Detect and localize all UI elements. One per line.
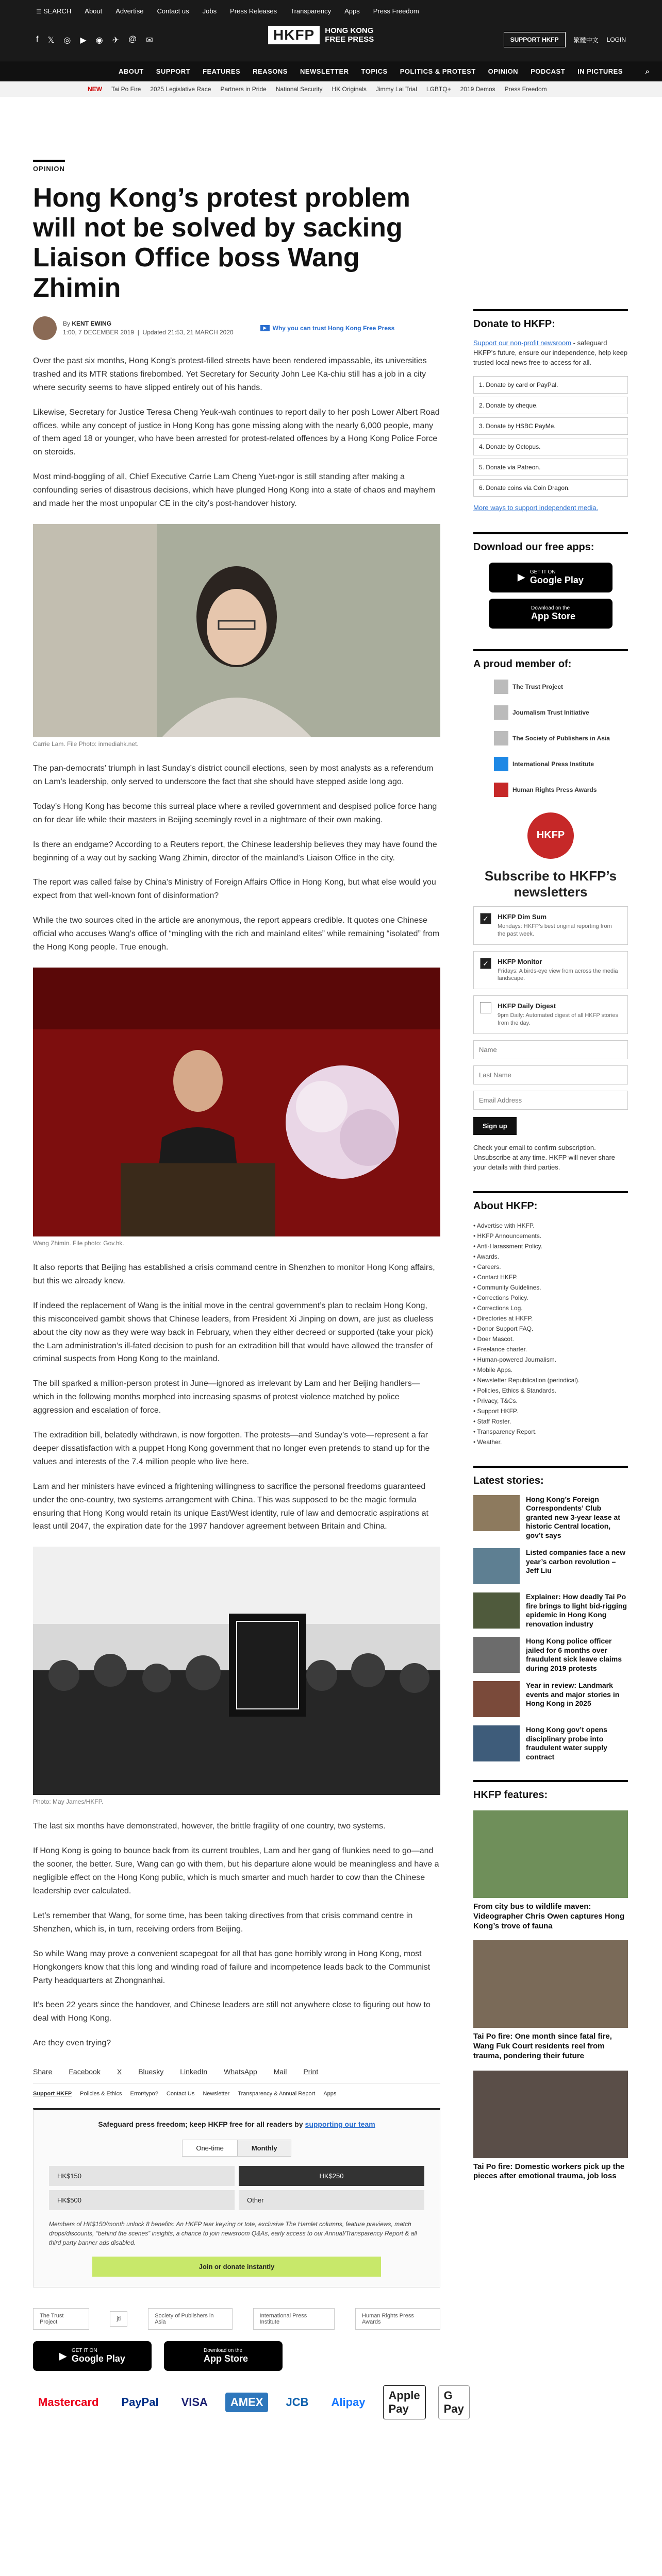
- nav-newsletter[interactable]: NEWSLETTER: [300, 67, 349, 75]
- paragraph: While the two sources cited in the article are anonymous, the report appears credible. It quotes one Chinese official who accuses Wang’s office of “mingling with the rich and mainland elites” while remaining “isolated” from the Hong Kong people. True enough.: [33, 916, 440, 952]
- feature-story[interactable]: From city bus to wildlife maven: Videographer Chris Owen captures Hong Kong’s trove of fauna: [473, 1810, 628, 1931]
- freq-monthly[interactable]: Monthly: [238, 2140, 291, 2157]
- paragraph: If Hong Kong is going to bounce back from its current troubles, Lam and her gang of flunkies need to go—and the sooner, the better. Sure, Wang can go with them, but his departure alone would be meaningless and have a negligible effect on the Hong Kong public, which is much smarter and much harder to cow than the Chinese leadership ever calculated.: [33, 1846, 439, 1895]
- member-logo[interactable]: The Society of Publishers in Asia: [494, 731, 628, 745]
- trending-item[interactable]: 2019 Demos: [460, 86, 495, 93]
- story-thumb: [473, 1725, 520, 1761]
- nav-about[interactable]: ABOUT: [119, 67, 144, 75]
- footer-links-row: [33, 2091, 440, 2097]
- about-item[interactable]: • Human-powered Journalism.: [473, 1354, 628, 1365]
- frequency-toggle: [49, 2140, 424, 2157]
- publish-date: 1:00, 7 DECEMBER 2019: [63, 329, 135, 336]
- trending-item[interactable]: Partners in Pride: [220, 86, 267, 93]
- about-heading: About HKFP:: [473, 1191, 628, 1212]
- more-ways-link[interactable]: More ways to support independent media.: [473, 503, 599, 512]
- share-row: [33, 2067, 440, 2083]
- login-link[interactable]: LOGIN: [606, 36, 626, 43]
- article-body-4: [33, 1820, 440, 2050]
- error-link[interactable]: Error/typo?: [130, 2091, 158, 2097]
- newsletter-option[interactable]: ✓ HKFP Monitor Fridays: A birds-eye view from across the media landscape.: [473, 951, 628, 990]
- google-play-icon: ▶: [518, 572, 525, 583]
- mastercard-logo: Mastercard: [38, 2396, 99, 2409]
- language-switch[interactable]: 繁體中文: [573, 36, 599, 44]
- payment-methods: [33, 2385, 464, 2419]
- amount-grid: [49, 2166, 424, 2210]
- article-body-3: [33, 1261, 440, 1533]
- search-icon[interactable]: ⌕: [645, 67, 650, 75]
- about-item[interactable]: • Policies, Ethics & Standards.: [473, 1385, 628, 1396]
- google-pay-logo: G Pay: [438, 2385, 470, 2419]
- member-heading: A proud member of:: [473, 649, 628, 670]
- donate-option[interactable]: 1. Donate by card or PayPal.: [473, 376, 628, 394]
- google-play-badge[interactable]: ▶ GET IT ON Google Play: [489, 563, 613, 592]
- nav-features[interactable]: FEATURES: [203, 67, 241, 75]
- top-link-about[interactable]: About: [85, 7, 103, 15]
- newsletter-option[interactable]: ✓ HKFP Dim Sum Mondays: HKFP’s best original reporting from the past week.: [473, 906, 628, 945]
- email-input[interactable]: [473, 1091, 628, 1110]
- main-nav: [0, 61, 662, 81]
- paragraph: Likewise, Secretary for Justice Teresa Cheng Yeuk-wah continues to report daily to her posh Lower Albert Road offices, while any concept of justice in Hong Kong has gone missing along with the nearly 6,000 people, many of them aged 18 or younger, who have been arrested for protest-related offences by a Hong Kong Police Force on steroids.: [33, 408, 440, 457]
- share-linkedin[interactable]: LinkedIn: [180, 2067, 208, 2076]
- latest-heading: Latest stories:: [473, 1466, 628, 1487]
- play-icon: ▶: [260, 325, 270, 331]
- about-item[interactable]: • Weather.: [473, 1437, 628, 1447]
- mail-icon[interactable]: ✉: [146, 36, 153, 45]
- site-logo[interactable]: [268, 26, 374, 44]
- logo-mark: HKFP: [268, 26, 320, 44]
- nav-support[interactable]: SUPPORT: [156, 67, 191, 75]
- paragraph: Over the past six months, Hong Kong’s protest-filled streets have been rendered impassable, its universities trashed and its MTR stations firebombed. Yet Secretary for Security John Lee Ka-chiu still has a job in a city where security seems to have slipped entirely out of his hands.: [33, 356, 427, 392]
- trust-link[interactable]: ▶ Why you can trust Hong Kong Free Press: [260, 325, 395, 332]
- logo-text: HONG KONG FREE PRESS: [325, 26, 374, 44]
- nav-podcast[interactable]: PODCAST: [531, 67, 566, 75]
- rss-icon[interactable]: ◉: [95, 36, 103, 45]
- amount-option-selected[interactable]: HK$250: [239, 2166, 424, 2186]
- latest-story[interactable]: Hong Kong police officer jailed for 6 months over fraudulent sick leave claims during 2019 protests: [473, 1637, 628, 1673]
- about-item[interactable]: • Support HKFP.: [473, 1406, 628, 1416]
- trending-item[interactable]: Press Freedom: [504, 86, 547, 93]
- donate-option[interactable]: 2. Donate by cheque.: [473, 397, 628, 414]
- jti-icon: [494, 705, 508, 720]
- trending-item[interactable]: Tai Po Fire: [111, 86, 141, 93]
- feature-story[interactable]: Tai Po fire: One month since fatal fire, Wang Fuk Court residents reel from trauma, pondering their future: [473, 1940, 628, 2061]
- support-hkfp-link[interactable]: Support HKFP: [33, 2091, 72, 2097]
- member-logo[interactable]: The Trust Project: [494, 680, 628, 694]
- top-link-apps[interactable]: Apps: [344, 7, 360, 15]
- sopa-logo[interactable]: Society of Publishers in Asia: [148, 2308, 232, 2330]
- share-print[interactable]: Print: [303, 2067, 319, 2076]
- contact-link[interactable]: Contact Us: [166, 2091, 195, 2097]
- about-item[interactable]: • Corrections Policy.: [473, 1293, 628, 1303]
- top-link-jobs[interactable]: Jobs: [202, 7, 217, 15]
- latest-story[interactable]: Explainer: How deadly Tai Po fire brings to light bid-rigging epidemic in Hong Kong renovation industry: [473, 1592, 628, 1629]
- sidebar: [473, 309, 628, 2181]
- about-item[interactable]: • Contact HKFP.: [473, 1272, 628, 1282]
- newsletter-option[interactable]: HKFP Daily Digest 9pm Daily: Automated digest of all HKFP stories from the day.: [473, 995, 628, 1034]
- last-name-input[interactable]: [473, 1065, 628, 1084]
- paragraph: Let’s remember that Wang, for some time, has been taking directives from that crisis command centre in Shenzhen, which is, in turn, receiving orders from Beijing.: [33, 1911, 413, 1934]
- byline-text: By KENT EWING 1:00, 7 DECEMBER 2019 | Updated 21:53, 21 MARCH 2020: [63, 320, 234, 336]
- latest-story[interactable]: Hong Kong gov’t opens disciplinary probe into fraudulent water supply contract: [473, 1725, 628, 1761]
- headline: Hong Kong’s protest problem will not be solved by sacking Liaison Office boss Wang Zhimin: [33, 183, 410, 303]
- new-tag: NEW: [88, 86, 102, 93]
- about-item[interactable]: • Corrections Log.: [473, 1303, 628, 1313]
- trending-bar: [0, 81, 662, 97]
- trust-project-logo[interactable]: The Trust Project: [33, 2308, 89, 2330]
- ipi-logo[interactable]: International Press Institute: [253, 2308, 335, 2330]
- photo-wang-zhimin: [33, 968, 440, 1236]
- feature-image: [473, 2071, 628, 2158]
- join-donate-button[interactable]: Join or donate instantly: [92, 2257, 381, 2277]
- signup-button[interactable]: Sign up: [473, 1117, 517, 1135]
- about-item[interactable]: • Advertise with HKFP.: [473, 1221, 628, 1231]
- donate-option[interactable]: 5. Donate via Patreon.: [473, 459, 628, 476]
- app-store-badge[interactable]: Download on the App Store: [164, 2341, 283, 2371]
- about-list: [473, 1221, 628, 1447]
- amex-logo: AMEX: [225, 2393, 269, 2412]
- hrpa-icon: [494, 783, 508, 797]
- updated-date: Updated 21:53, 21 MARCH 2020: [142, 329, 234, 336]
- member-logo[interactable]: Human Rights Press Awards: [494, 783, 628, 797]
- trust-project-icon: [494, 680, 508, 694]
- paragraph: It also reports that Beijing has established a crisis command centre in Shenzhen to monitor Hong Kong affairs, but this we already knew.: [33, 1263, 435, 1285]
- paragraph: Are they even trying?: [33, 2039, 111, 2048]
- amount-option-other[interactable]: Other: [239, 2190, 424, 2210]
- nav-in-pictures[interactable]: IN PICTURES: [577, 67, 623, 75]
- member-logos: [473, 680, 628, 797]
- trending-item[interactable]: 2025 Legislative Race: [150, 86, 211, 93]
- photo-carrie-lam-art: [33, 524, 440, 737]
- share-label[interactable]: Share: [33, 2067, 53, 2076]
- apps-link[interactable]: Apps: [323, 2091, 337, 2097]
- about-item[interactable]: • Newsletter Republication (periodical).: [473, 1375, 628, 1385]
- about-item[interactable]: • Staff Roster.: [473, 1416, 628, 1427]
- about-item[interactable]: • Community Guidelines.: [473, 1282, 628, 1293]
- trending-item[interactable]: Jimmy Lai Trial: [375, 86, 417, 93]
- about-item[interactable]: • Anti-Harassment Policy.: [473, 1241, 628, 1251]
- share-facebook[interactable]: Facebook: [69, 2067, 101, 2076]
- feature-image: [473, 1940, 628, 2028]
- nav-topics[interactable]: TOPICS: [361, 67, 388, 75]
- nav-politics[interactable]: POLITICS & PROTEST: [400, 67, 476, 75]
- byline: [33, 316, 440, 340]
- about-item[interactable]: • HKFP Announcements.: [473, 1231, 628, 1241]
- x-icon[interactable]: 𝕏: [47, 36, 55, 45]
- transparency-link[interactable]: Transparency & Annual Report: [238, 2091, 316, 2097]
- donate-heading: Donate to HKFP:: [473, 309, 628, 330]
- top-link-press-releases[interactable]: Press Releases: [230, 7, 277, 15]
- share-x[interactable]: X: [117, 2067, 122, 2076]
- paragraph: Today’s Hong Kong has become this surreal place where a reviled government and despised police force hang on for dear life while their masters in Beijing seemingly revel in a nightmare of their own making.: [33, 802, 437, 824]
- name-input[interactable]: [473, 1040, 628, 1059]
- latest-story[interactable]: Hong Kong’s Foreign Correspondents’ Club granted new 3-year lease at historic Central location, gov’t says: [473, 1495, 628, 1540]
- author-avatar: [33, 316, 57, 340]
- share-bluesky[interactable]: Bluesky: [138, 2067, 164, 2076]
- article-body-1: [33, 354, 440, 511]
- donate-option[interactable]: 6. Donate coins via Coin Dragon.: [473, 479, 628, 497]
- support-team-link[interactable]: supporting our team: [305, 2120, 375, 2129]
- google-play-icon: ▶: [59, 2350, 67, 2361]
- share-whatsapp[interactable]: WhatsApp: [224, 2067, 257, 2076]
- checkbox-checked[interactable]: ✓: [480, 958, 491, 969]
- share-mail[interactable]: Mail: [273, 2067, 287, 2076]
- subscribe-heading: Subscribe to HKFP’s newsletters: [484, 868, 617, 900]
- telegram-icon[interactable]: ✈: [112, 36, 119, 45]
- about-item[interactable]: • Privacy, T&Cs.: [473, 1396, 628, 1406]
- trending-item[interactable]: HK Originals: [332, 86, 367, 93]
- paragraph: The bill sparked a million-person protest in June—ignored as irrelevant by Lam and her Beijing handlers—which in the following months morphed into increasing spasms of protest violence matched by police aggression and escalation of force.: [33, 1379, 420, 1415]
- top-right-actions: [504, 32, 626, 47]
- apps-heading: Download our free apps:: [473, 532, 628, 553]
- about-item[interactable]: • Freelance charter.: [473, 1344, 628, 1354]
- donate-box: [33, 2108, 440, 2287]
- threads-icon[interactable]: @: [128, 35, 137, 44]
- about-item[interactable]: • Mobile Apps.: [473, 1365, 628, 1375]
- partner-logos: [33, 2308, 440, 2330]
- top-link-transparency[interactable]: Transparency: [290, 7, 332, 15]
- story-thumb: [473, 1592, 520, 1629]
- story-thumb: [473, 1548, 520, 1584]
- paypal-logo: PayPal: [121, 2396, 159, 2409]
- photo-carrie-lam: [33, 524, 440, 737]
- support-newsroom-link[interactable]: Support our non-profit newsroom: [473, 339, 572, 347]
- hrpa-logo[interactable]: Human Rights Press Awards: [355, 2308, 440, 2330]
- donate-options: [473, 376, 628, 497]
- latest-story[interactable]: Year in review: Landmark events and major stories in Hong Kong in 2025: [473, 1681, 628, 1717]
- social-icons: [36, 35, 153, 45]
- jcb-logo: JCB: [286, 2396, 309, 2409]
- policies-link[interactable]: Policies & Ethics: [80, 2091, 122, 2097]
- member-benefits-note: Members of HK$150/month unlock 8 benefits: An HKFP tear keyring or tote, exclusive The Hamlet columns, feature previews, match drops/discounts, “behind the scenes” insights, a chance to join newsroom Q&As, early access to our Annual/Transparency Report & all third party banner ads disabled.: [49, 2221, 417, 2247]
- top-links: [36, 7, 419, 15]
- about-item[interactable]: • Donor Support FAQ.: [473, 1324, 628, 1334]
- hkfp-badge: HKFP: [527, 812, 574, 859]
- trending-item[interactable]: National Security: [275, 86, 323, 93]
- sidebar-app-badges: [473, 563, 628, 629]
- about-item[interactable]: • Doer Mascot.: [473, 1334, 628, 1344]
- paragraph: The report was called false by China’s Ministry of Foreign Affairs Office in Hong Kong, but what else would you expect from that well-known font of disinformation?: [33, 878, 436, 901]
- feature-image: [473, 1810, 628, 1898]
- trending-item[interactable]: LGBTQ+: [426, 86, 451, 93]
- about-item[interactable]: • Directories at HKFP.: [473, 1313, 628, 1324]
- youtube-icon[interactable]: ▶: [80, 36, 87, 45]
- top-link-advertise[interactable]: Advertise: [115, 7, 144, 15]
- article-body-2: [33, 762, 440, 954]
- visa-logo: VISA: [181, 2396, 208, 2409]
- nav-reasons[interactable]: REASONS: [253, 67, 288, 75]
- member-logo[interactable]: Journalism Trust Initiative: [494, 705, 628, 720]
- donate-intro: Support our non-profit newsroom - safeguard HKFP’s future, ensure our independence, help keep trusted local news free-to-access for all.: [473, 339, 627, 366]
- amount-option[interactable]: HK$500: [49, 2190, 235, 2210]
- photo-caption: Carrie Lam. File Photo: inmediahk.net.: [33, 740, 139, 748]
- latest-story[interactable]: Listed companies face a new year’s carbon revolution – Jeff Liu: [473, 1548, 628, 1584]
- ipi-icon: [494, 757, 508, 771]
- top-link-press-freedom[interactable]: Press Freedom: [373, 7, 419, 15]
- top-link-contact[interactable]: Contact us: [157, 7, 189, 15]
- feature-story[interactable]: Tai Po fire: Domestic workers pick up the pieces after emotional trauma, job loss: [473, 2071, 628, 2182]
- story-thumb: [473, 1681, 520, 1717]
- paragraph: Is there an endgame? According to a Reuters report, the Chinese leadership believes they may have found the beginning of a way out by sacking Wang Zhimin, director of the mainland’s Liaison Office in the city.: [33, 840, 437, 862]
- nav-opinion[interactable]: OPINION: [488, 67, 519, 75]
- member-logo[interactable]: International Press Institute: [494, 757, 628, 771]
- paragraph: The extradition bill, belatedly withdrawn, is now forgotten. The protests—and Sunday’s vote—represent a far deeper dissatisfaction with a puppet Hong Kong government that no longer even pretends to stand up for the values and interests of the 7.4 million people who live here.: [33, 1431, 430, 1466]
- apple-pay-logo: Apple Pay: [383, 2385, 426, 2419]
- search-icon: ☰: [36, 8, 44, 15]
- paragraph: The last six months have demonstrated, however, the brittle fragility of one country, two systems.: [33, 1822, 386, 1831]
- photo-protest: [33, 1547, 440, 1795]
- search-button[interactable]: ☰ SEARCH: [36, 7, 72, 15]
- app-badges: [33, 2341, 440, 2371]
- newsletter-link[interactable]: Newsletter: [203, 2091, 230, 2097]
- facebook-icon[interactable]: f: [36, 35, 39, 44]
- paragraph: It’s been 22 years since the handover, and Chinese leaders are still not anywhere close to figuring out how to deal with Hong Kong.: [33, 2001, 431, 2023]
- paragraph: The pan-democrats’ triumph in last Sunday’s district council elections, seen by most analysts as a referendum on Lam’s leadership, only served to underscore the fact that she should have stepped aside long ago.: [33, 764, 434, 786]
- sopa-icon: [494, 731, 508, 745]
- about-item[interactable]: • Transparency Report.: [473, 1427, 628, 1437]
- paragraph: Most mind-boggling of all, Chief Executive Carrie Lam Cheng Yuet-ngor is still standing after making a confounding series of disastrous decisions, which have plunged Hong Kong into a state of chaos and mayhem and made her the most unpopular CE in the city’s post-handover history.: [33, 472, 436, 509]
- section-label[interactable]: OPINION: [33, 160, 65, 173]
- features-heading: HKFP features:: [473, 1780, 628, 1801]
- paragraph: Lam and her ministers have evinced a frightening willingness to sacrifice the personal freedoms guaranteed under the one-country, two systems arrangement with China. This was supposed to be the magic formula ensuring that Hong Kong would retain its unique East/West identity, rule of law and democratic aspirations at least until 2047, the expiration date for the 1997 handover agreement between Britain and China.: [33, 1482, 428, 1531]
- support-hkfp-button[interactable]: SUPPORT HKFP: [504, 32, 566, 47]
- story-thumb: [473, 1637, 520, 1673]
- alipay-logo: Alipay: [331, 2396, 366, 2409]
- about-item[interactable]: • Awards.: [473, 1251, 628, 1262]
- donate-option[interactable]: 4. Donate by Octopus.: [473, 438, 628, 455]
- about-item[interactable]: • Careers.: [473, 1262, 628, 1272]
- photo-caption: Photo: May James/HKFP.: [33, 1798, 104, 1806]
- article: [33, 160, 464, 2419]
- signup-note: Check your email to confirm subscription. Unsubscribe at any time. HKFP will never share your details with third parties.: [473, 1143, 616, 1171]
- photo-wang-zhimin-art: [33, 968, 440, 1236]
- app-store-badge[interactable]: Download on the App Store: [489, 599, 613, 629]
- amount-option[interactable]: HK$150: [49, 2166, 235, 2186]
- story-thumb: [473, 1495, 520, 1531]
- donate-box-title: Safeguard press freedom; keep HKFP free for all readers by supporting our team: [98, 2120, 375, 2129]
- instagram-icon[interactable]: ◎: [63, 36, 71, 45]
- paragraph: So while Wang may prove a convenient scapegoat for all that has gone horribly wrong in Hong Kong, most Hongkongers know that this long and winding road of failure and incompetence leads back to the Communist Party headquarters at Zhongnanhai.: [33, 1949, 431, 1985]
- photo-protest-art: [33, 1547, 440, 1795]
- donate-option[interactable]: 3. Donate by HSBC PayMe.: [473, 417, 628, 435]
- checkbox-unchecked[interactable]: [480, 1002, 491, 1013]
- top-bar: [0, 0, 662, 61]
- checkbox-checked[interactable]: ✓: [480, 913, 491, 924]
- paragraph: If indeed the replacement of Wang is the initial move in the central government’s plan to reclaim Hong Kong, this misconceived gambit shows that Chinese leaders, from President Xi Jinping on down, are just as clueless about the city now as they were way back in February, when they either decreed or supported (take your pick) the Lam administration’s ill-fated decision to push for an extradition bill that would have allowed the transfer of criminal suspects from Hong Kong to the mainland.: [33, 1301, 434, 1364]
- photo-caption: Wang Zhimin. File photo: Gov.hk.: [33, 1239, 124, 1247]
- jti-logo[interactable]: jti: [110, 2311, 127, 2327]
- freq-one-time[interactable]: One-time: [182, 2140, 237, 2157]
- google-play-badge[interactable]: ▶ GET IT ON Google Play: [33, 2341, 152, 2371]
- author-name[interactable]: KENT EWING: [72, 320, 112, 328]
